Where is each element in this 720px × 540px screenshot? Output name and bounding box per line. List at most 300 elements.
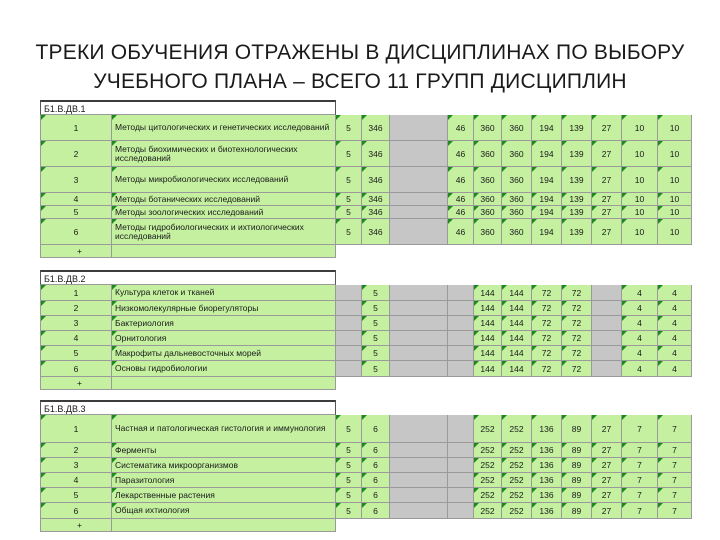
value-cell: 72	[562, 361, 592, 377]
green-marker-icon	[474, 219, 479, 224]
value-cell	[390, 443, 448, 458]
green-marker-icon	[532, 206, 537, 211]
table-row	[40, 503, 692, 519]
plus-row-name	[112, 519, 336, 532]
value-cell	[592, 285, 622, 301]
table-row	[40, 346, 692, 361]
green-marker-icon	[336, 503, 341, 508]
value-cell: 7	[622, 503, 658, 519]
value-cell: 10	[658, 141, 692, 167]
value-cell	[336, 331, 362, 346]
value-cell: 136	[532, 443, 562, 458]
green-marker-icon	[562, 316, 567, 321]
value-cell: 5	[362, 285, 390, 301]
green-marker-icon	[532, 115, 537, 120]
value-cell	[592, 346, 622, 361]
group-code: Б1.В.ДВ.2	[40, 270, 336, 285]
value-cell: 10	[622, 115, 658, 141]
value-cell	[336, 285, 362, 301]
green-marker-icon	[658, 473, 663, 478]
green-marker-icon	[622, 443, 627, 448]
green-marker-icon	[658, 285, 663, 290]
value-cell: 7	[658, 415, 692, 443]
green-marker-icon	[592, 458, 597, 463]
value-cell: 27	[592, 141, 622, 167]
value-cell: 5	[336, 488, 362, 503]
value-cell: 5	[336, 115, 362, 141]
value-cell: 346	[362, 219, 390, 245]
value-cell	[448, 331, 474, 346]
green-marker-icon	[562, 443, 567, 448]
green-marker-icon	[112, 331, 117, 336]
green-marker-icon	[622, 361, 627, 366]
green-marker-icon	[592, 141, 597, 146]
green-marker-icon	[474, 473, 479, 478]
green-marker-icon	[502, 167, 507, 172]
value-cell	[448, 346, 474, 361]
green-marker-icon	[502, 115, 507, 120]
row-number: 2	[40, 301, 112, 316]
green-marker-icon	[622, 206, 627, 211]
value-cell: 5	[336, 193, 362, 206]
value-cell: 144	[502, 346, 532, 361]
green-marker-icon	[562, 285, 567, 290]
value-cell: 7	[622, 488, 658, 503]
value-cell: 5	[362, 361, 390, 377]
group-code: Б1.В.ДВ.3	[40, 400, 336, 415]
value-cell: 144	[502, 331, 532, 346]
green-marker-icon	[562, 167, 567, 172]
green-marker-icon	[362, 346, 367, 351]
green-marker-icon	[41, 167, 46, 172]
value-cell: 10	[658, 206, 692, 219]
value-cell	[448, 285, 474, 301]
row-number: 5	[40, 206, 112, 219]
value-cell: 6	[362, 443, 390, 458]
value-cell: 27	[592, 488, 622, 503]
value-cell	[336, 301, 362, 316]
value-cell	[336, 346, 362, 361]
green-marker-icon	[562, 415, 567, 420]
green-marker-icon	[112, 167, 117, 172]
value-cell: 252	[502, 415, 532, 443]
row-number: 2	[40, 443, 112, 458]
green-marker-icon	[622, 301, 627, 306]
green-marker-icon	[41, 206, 46, 211]
green-marker-icon	[502, 219, 507, 224]
discipline-name: Ферменты	[112, 443, 336, 458]
green-marker-icon	[474, 285, 479, 290]
green-marker-icon	[658, 346, 663, 351]
table-row	[40, 361, 692, 377]
green-marker-icon	[112, 346, 117, 351]
row-number: 4	[40, 193, 112, 206]
green-marker-icon	[622, 141, 627, 146]
value-cell: 144	[502, 316, 532, 331]
value-cell	[390, 458, 448, 473]
value-cell: 10	[622, 219, 658, 245]
value-cell	[390, 115, 448, 141]
green-marker-icon	[622, 285, 627, 290]
green-marker-icon	[112, 206, 117, 211]
green-marker-icon	[41, 219, 46, 224]
value-cell: 144	[474, 301, 502, 316]
value-cell: 346	[362, 141, 390, 167]
green-marker-icon	[362, 458, 367, 463]
green-marker-icon	[532, 361, 537, 366]
value-cell	[448, 458, 474, 473]
green-marker-icon	[658, 141, 663, 146]
value-cell: 144	[502, 285, 532, 301]
green-marker-icon	[532, 473, 537, 478]
table-row	[40, 458, 692, 473]
row-number: 4	[40, 331, 112, 346]
value-cell: 7	[658, 503, 692, 519]
green-marker-icon	[502, 193, 507, 198]
value-cell: 46	[448, 193, 474, 206]
value-cell: 46	[448, 141, 474, 167]
value-cell: 4	[622, 361, 658, 377]
value-cell: 360	[474, 141, 502, 167]
value-cell: 252	[474, 415, 502, 443]
value-cell: 4	[658, 316, 692, 331]
value-cell	[336, 316, 362, 331]
green-marker-icon	[592, 219, 597, 224]
green-marker-icon	[448, 167, 453, 172]
value-cell: 5	[336, 219, 362, 245]
green-marker-icon	[532, 141, 537, 146]
value-cell: 72	[562, 301, 592, 316]
value-cell: 4	[622, 331, 658, 346]
value-cell	[390, 361, 448, 377]
green-marker-icon	[112, 458, 117, 463]
green-marker-icon	[532, 503, 537, 508]
green-marker-icon	[336, 473, 341, 478]
green-marker-icon	[362, 285, 367, 290]
green-marker-icon	[448, 206, 453, 211]
add-row	[40, 519, 692, 532]
value-cell: 4	[622, 285, 658, 301]
green-marker-icon	[112, 301, 117, 306]
green-marker-icon	[658, 503, 663, 508]
plus-row-fill	[336, 377, 692, 390]
green-marker-icon	[448, 141, 453, 146]
value-cell: 4	[658, 346, 692, 361]
row-number: 3	[40, 316, 112, 331]
green-marker-icon	[448, 219, 453, 224]
value-cell	[592, 361, 622, 377]
row-number: 3	[40, 167, 112, 193]
value-cell	[390, 488, 448, 503]
green-marker-icon	[112, 285, 117, 290]
green-marker-icon	[502, 415, 507, 420]
green-marker-icon	[474, 115, 479, 120]
green-marker-icon	[658, 361, 663, 366]
green-marker-icon	[336, 141, 341, 146]
slide-title	[0, 38, 720, 96]
green-marker-icon	[502, 443, 507, 448]
table-row	[40, 301, 692, 316]
value-cell: 4	[658, 361, 692, 377]
value-cell	[592, 316, 622, 331]
green-marker-icon	[41, 141, 46, 146]
green-marker-icon	[622, 346, 627, 351]
green-marker-icon	[592, 473, 597, 478]
green-marker-icon	[362, 141, 367, 146]
value-cell: 27	[592, 443, 622, 458]
green-marker-icon	[41, 346, 46, 351]
value-cell: 72	[532, 285, 562, 301]
table-row	[40, 331, 692, 346]
green-marker-icon	[474, 316, 479, 321]
green-marker-icon	[622, 219, 627, 224]
green-marker-icon	[474, 167, 479, 172]
value-cell: 7	[622, 473, 658, 488]
value-cell: 360	[474, 167, 502, 193]
green-marker-icon	[658, 331, 663, 336]
value-cell	[448, 361, 474, 377]
value-cell: 6	[362, 488, 390, 503]
value-cell	[336, 361, 362, 377]
value-cell: 139	[562, 206, 592, 219]
green-marker-icon	[622, 488, 627, 493]
row-number: 6	[40, 503, 112, 519]
green-marker-icon	[622, 415, 627, 420]
green-marker-icon	[532, 316, 537, 321]
value-cell: 252	[474, 503, 502, 519]
value-cell	[592, 301, 622, 316]
table-row	[40, 141, 692, 167]
row-number: 4	[40, 473, 112, 488]
green-marker-icon	[41, 331, 46, 336]
green-marker-icon	[41, 285, 46, 290]
green-marker-icon	[474, 503, 479, 508]
value-cell: 5	[336, 473, 362, 488]
value-cell: 136	[532, 503, 562, 519]
value-cell	[448, 443, 474, 458]
value-cell	[390, 301, 448, 316]
green-marker-icon	[532, 346, 537, 351]
value-cell	[448, 316, 474, 331]
value-cell	[390, 285, 448, 301]
green-marker-icon	[112, 473, 117, 478]
value-cell: 252	[502, 443, 532, 458]
value-cell: 46	[448, 206, 474, 219]
value-cell: 360	[474, 193, 502, 206]
plus-sign: +	[40, 245, 112, 258]
row-number: 5	[40, 346, 112, 361]
value-cell: 4	[622, 346, 658, 361]
table-row	[40, 167, 692, 193]
green-marker-icon	[41, 458, 46, 463]
value-cell	[390, 473, 448, 488]
row-number: 1	[40, 285, 112, 301]
green-marker-icon	[592, 167, 597, 172]
green-marker-icon	[362, 331, 367, 336]
value-cell: 144	[502, 361, 532, 377]
value-cell	[448, 503, 474, 519]
discipline-name: Макрофиты дальневосточных морей	[112, 346, 336, 361]
green-marker-icon	[592, 443, 597, 448]
value-cell: 346	[362, 193, 390, 206]
table-row	[40, 219, 692, 245]
discipline-name: Методы гидробиологических и ихтиологических исследований	[112, 219, 336, 245]
green-marker-icon	[562, 331, 567, 336]
green-marker-icon	[474, 141, 479, 146]
value-cell: 144	[502, 301, 532, 316]
plus-sign: +	[40, 377, 112, 390]
value-cell: 72	[562, 346, 592, 361]
green-marker-icon	[362, 503, 367, 508]
value-cell: 7	[622, 458, 658, 473]
green-marker-icon	[112, 219, 117, 224]
value-cell: 4	[658, 285, 692, 301]
green-marker-icon	[562, 141, 567, 146]
green-marker-icon	[362, 301, 367, 306]
green-marker-icon	[532, 285, 537, 290]
table-row	[40, 415, 692, 443]
value-cell: 46	[448, 219, 474, 245]
green-marker-icon	[112, 361, 117, 366]
add-row	[40, 245, 692, 258]
value-cell: 136	[532, 488, 562, 503]
value-cell: 144	[474, 346, 502, 361]
value-cell: 89	[562, 458, 592, 473]
green-marker-icon	[336, 415, 341, 420]
value-cell: 360	[502, 141, 532, 167]
green-marker-icon	[474, 458, 479, 463]
green-marker-icon	[532, 301, 537, 306]
value-cell: 144	[474, 361, 502, 377]
discipline-name: Культура клеток и тканей	[112, 285, 336, 301]
green-marker-icon	[532, 331, 537, 336]
green-marker-icon	[41, 193, 46, 198]
value-cell: 10	[622, 167, 658, 193]
value-cell: 194	[532, 206, 562, 219]
discipline-name: Методы биохимических и биотехнологических исследований	[112, 141, 336, 167]
value-cell	[448, 415, 474, 443]
discipline-name: Общая ихтиология	[112, 503, 336, 519]
green-marker-icon	[362, 219, 367, 224]
green-marker-icon	[502, 206, 507, 211]
green-marker-icon	[112, 443, 117, 448]
plus-row-fill	[336, 245, 692, 258]
value-cell: 72	[562, 285, 592, 301]
green-marker-icon	[362, 473, 367, 478]
green-marker-icon	[336, 115, 341, 120]
value-cell: 360	[474, 115, 502, 141]
green-marker-icon	[532, 219, 537, 224]
row-number: 3	[40, 458, 112, 473]
value-cell: 252	[502, 458, 532, 473]
value-cell: 5	[362, 331, 390, 346]
green-marker-icon	[622, 503, 627, 508]
value-cell: 46	[448, 115, 474, 141]
value-cell: 5	[336, 458, 362, 473]
value-cell: 360	[474, 219, 502, 245]
title-line-2: УЧЕБНОГО ПЛАНА – ВСЕГО 11 ГРУПП ДИСЦИПЛИН	[93, 70, 627, 93]
value-cell: 5	[362, 316, 390, 331]
title-line-1: ТРЕКИ ОБУЧЕНИЯ ОТРАЖЕНЫ В ДИСЦИПЛИНАХ ПО ВЫБОРУ	[35, 41, 685, 64]
value-cell: 360	[502, 206, 532, 219]
value-cell: 10	[658, 219, 692, 245]
green-marker-icon	[658, 488, 663, 493]
table-row	[40, 488, 692, 503]
green-marker-icon	[502, 301, 507, 306]
value-cell: 10	[658, 167, 692, 193]
green-marker-icon	[41, 316, 46, 321]
value-cell: 27	[592, 458, 622, 473]
discipline-name: Методы цитологических и генетических исследований	[112, 115, 336, 141]
green-marker-icon	[112, 115, 117, 120]
green-marker-icon	[622, 167, 627, 172]
value-cell: 4	[658, 331, 692, 346]
green-marker-icon	[532, 458, 537, 463]
row-number: 6	[40, 219, 112, 245]
value-cell: 72	[532, 346, 562, 361]
value-cell: 72	[532, 361, 562, 377]
value-cell: 27	[592, 193, 622, 206]
green-marker-icon	[562, 206, 567, 211]
green-marker-icon	[502, 331, 507, 336]
value-cell: 7	[658, 488, 692, 503]
green-marker-icon	[112, 503, 117, 508]
green-marker-icon	[502, 316, 507, 321]
green-marker-icon	[658, 206, 663, 211]
green-marker-icon	[622, 458, 627, 463]
green-marker-icon	[592, 193, 597, 198]
green-marker-icon	[41, 473, 46, 478]
green-marker-icon	[592, 415, 597, 420]
green-marker-icon	[562, 488, 567, 493]
value-cell: 252	[502, 473, 532, 488]
green-marker-icon	[562, 301, 567, 306]
value-cell: 72	[562, 316, 592, 331]
value-cell: 5	[362, 301, 390, 316]
green-marker-icon	[336, 443, 341, 448]
green-marker-icon	[362, 488, 367, 493]
green-marker-icon	[474, 301, 479, 306]
value-cell: 72	[532, 331, 562, 346]
value-cell: 27	[592, 473, 622, 488]
value-cell	[390, 503, 448, 519]
green-marker-icon	[562, 473, 567, 478]
green-marker-icon	[532, 443, 537, 448]
green-marker-icon	[41, 443, 46, 448]
green-marker-icon	[502, 361, 507, 366]
green-marker-icon	[622, 115, 627, 120]
value-cell: 89	[562, 503, 592, 519]
value-cell: 10	[658, 115, 692, 141]
value-cell: 27	[592, 503, 622, 519]
row-number: 5	[40, 488, 112, 503]
green-marker-icon	[474, 415, 479, 420]
green-marker-icon	[41, 415, 46, 420]
value-cell: 4	[658, 301, 692, 316]
green-marker-icon	[112, 193, 117, 198]
discipline-name: Методы ботанических исследований	[112, 193, 336, 206]
value-cell: 252	[474, 443, 502, 458]
discipline-name: Частная и патологическая гистология и иммунология	[112, 415, 336, 443]
value-cell: 139	[562, 141, 592, 167]
value-cell: 5	[336, 167, 362, 193]
value-cell: 252	[474, 488, 502, 503]
value-cell: 7	[658, 473, 692, 488]
green-marker-icon	[362, 361, 367, 366]
green-marker-icon	[592, 115, 597, 120]
row-number: 6	[40, 361, 112, 377]
value-cell: 360	[502, 167, 532, 193]
